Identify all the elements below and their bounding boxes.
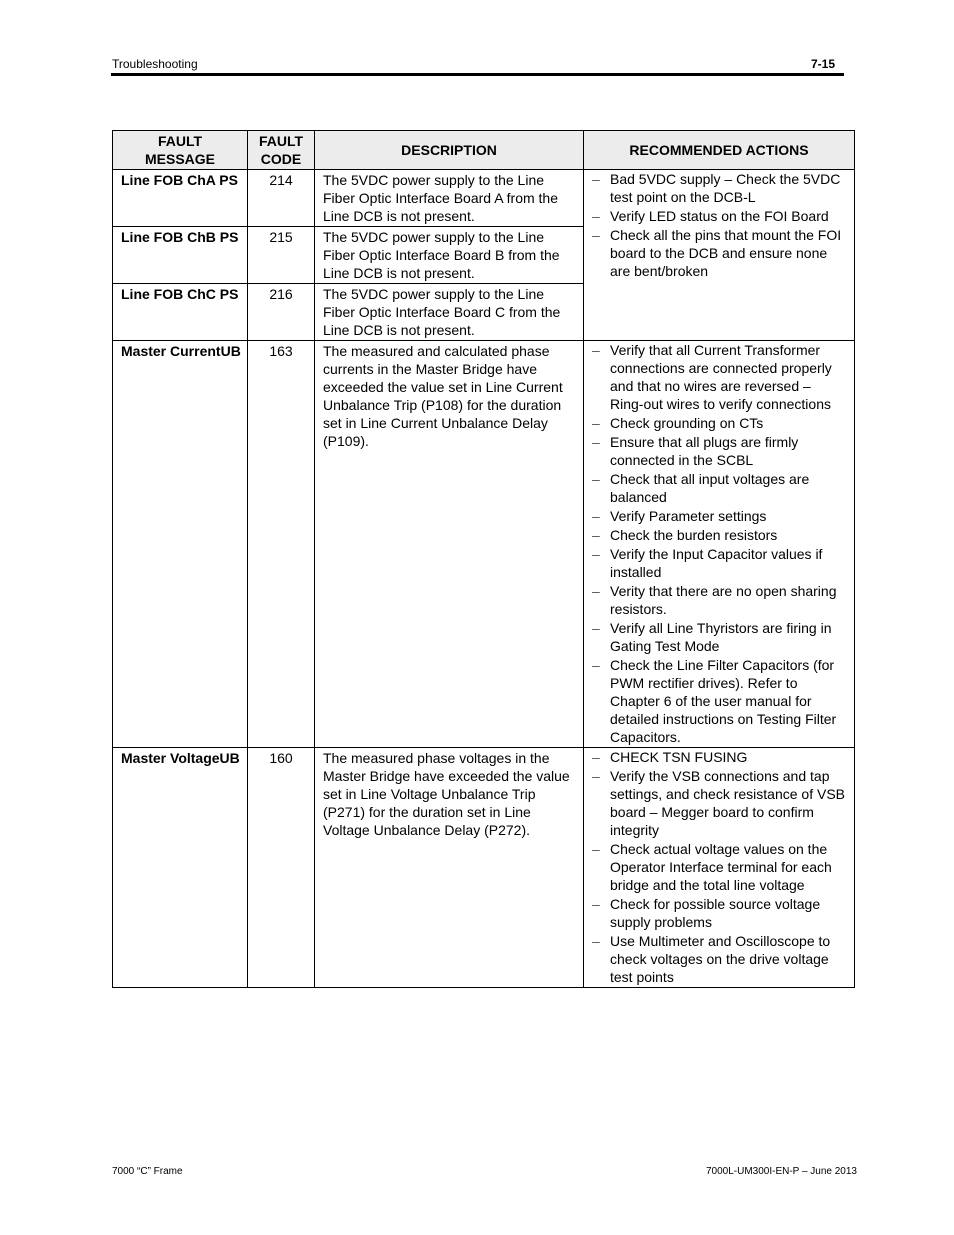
recommended-actions [584, 170, 855, 341]
fault-description: The measured phase voltages in the Master Bridge have exceeded the value set in Line Voltage Unbalance Trip (P271) for the duration set in Line Voltage Unbalance Delay (P272). [315, 748, 584, 988]
list-item: – Ensure that all plugs are firmly connected in the SCBL [592, 434, 799, 468]
fault-description: The measured and calculated phase currents in the Master Bridge have exceeded the value set in Line Current Unbalance Trip (P108) for the duration set in Line Current Unbalance Delay (P109). [315, 341, 584, 748]
fault-message: Line FOB ChC PS [113, 284, 248, 341]
list-item: – Verify LED status on the FOI Board [592, 208, 829, 224]
fault-description: The 5VDC power supply to the Line Fiber Optic Interface Board A from the Line DCB is not present. [315, 170, 584, 227]
list-item: – Check that all input voltages are balanced [592, 471, 810, 505]
list-item: – Check grounding on CTs [592, 415, 764, 431]
action-list [592, 341, 848, 746]
list-item: – Check the burden resistors [592, 527, 778, 543]
list-item: – Bad 5VDC supply – Check the 5VDC test point on the DCB-L [592, 171, 841, 205]
list-item: – Check the Line Filter Capacitors (for PWM rectifier drives). Refer to Chapter 6 of the user manual for detailed instructions on Testing Filter Capacitors. [592, 657, 837, 745]
action-list [592, 748, 848, 986]
footer-product: 7000 “C” Frame [112, 1166, 183, 1177]
list-item: – Verify the VSB connections and tap settings, and check resistance of VSB board – Megger board to confirm integrity [592, 768, 846, 838]
fault-message: Master CurrentUB [113, 341, 248, 748]
fault-description: The 5VDC power supply to the Line Fiber Optic Interface Board B from the Line DCB is not present. [315, 227, 584, 284]
list-item: – Verify all Line Thyristors are firing in Gating Test Mode [592, 620, 832, 654]
list-item: – Check for possible source voltage supply problems [592, 896, 821, 930]
list-item: – Check all the pins that mount the FOI board to the DCB and ensure none are bent/broken [592, 227, 842, 279]
fault-message: Line FOB ChA PS [113, 170, 248, 227]
list-item: – Verify the Input Capacitor values if installed [592, 546, 823, 580]
fault-table [112, 130, 855, 988]
list-item: – Verify that all Current Transformer connections are connected properly and that no wires are reversed – Ring-out wires to verify connections [592, 342, 832, 412]
list-item: – Check actual voltage values on the Operator Interface terminal for each bridge and the total line voltage [592, 841, 832, 893]
recommended-actions [584, 341, 855, 748]
table-row [113, 341, 855, 748]
fault-message: Master VoltageUB [113, 748, 248, 988]
header-rule [111, 73, 844, 76]
col-header-fault-message: FAULT MESSAGE [113, 131, 248, 170]
list-item: – Use Multimeter and Oscilloscope to check voltages on the drive voltage test points [592, 933, 831, 985]
list-item: – CHECK TSN FUSING [592, 749, 748, 765]
footer-publication: 7000L-UM300I-EN-P – June 2013 [705, 1166, 857, 1177]
fault-message: Line FOB ChB PS [113, 227, 248, 284]
col-header-recommended-actions: RECOMMENDED ACTIONS [584, 131, 855, 170]
fault-code: 163 [248, 341, 315, 748]
col-header-fault-code: FAULT CODE [248, 131, 315, 170]
col-header-description: DESCRIPTION [315, 131, 584, 170]
list-item: – Verify Parameter settings [592, 508, 767, 524]
fault-description: The 5VDC power supply to the Line Fiber Optic Interface Board C from the Line DCB is not present. [315, 284, 584, 341]
table-header-row [113, 131, 855, 170]
recommended-actions [584, 748, 855, 988]
action-list [592, 170, 848, 280]
page-number: 7-15 [810, 57, 835, 71]
list-item: – Verity that there are no open sharing resistors. [592, 583, 837, 617]
running-header-section: Troubleshooting [112, 57, 198, 71]
fault-code: 215 [248, 227, 315, 284]
fault-code: 214 [248, 170, 315, 227]
table-row [113, 170, 855, 227]
table-row [113, 748, 855, 988]
fault-code: 216 [248, 284, 315, 341]
fault-code: 160 [248, 748, 315, 988]
